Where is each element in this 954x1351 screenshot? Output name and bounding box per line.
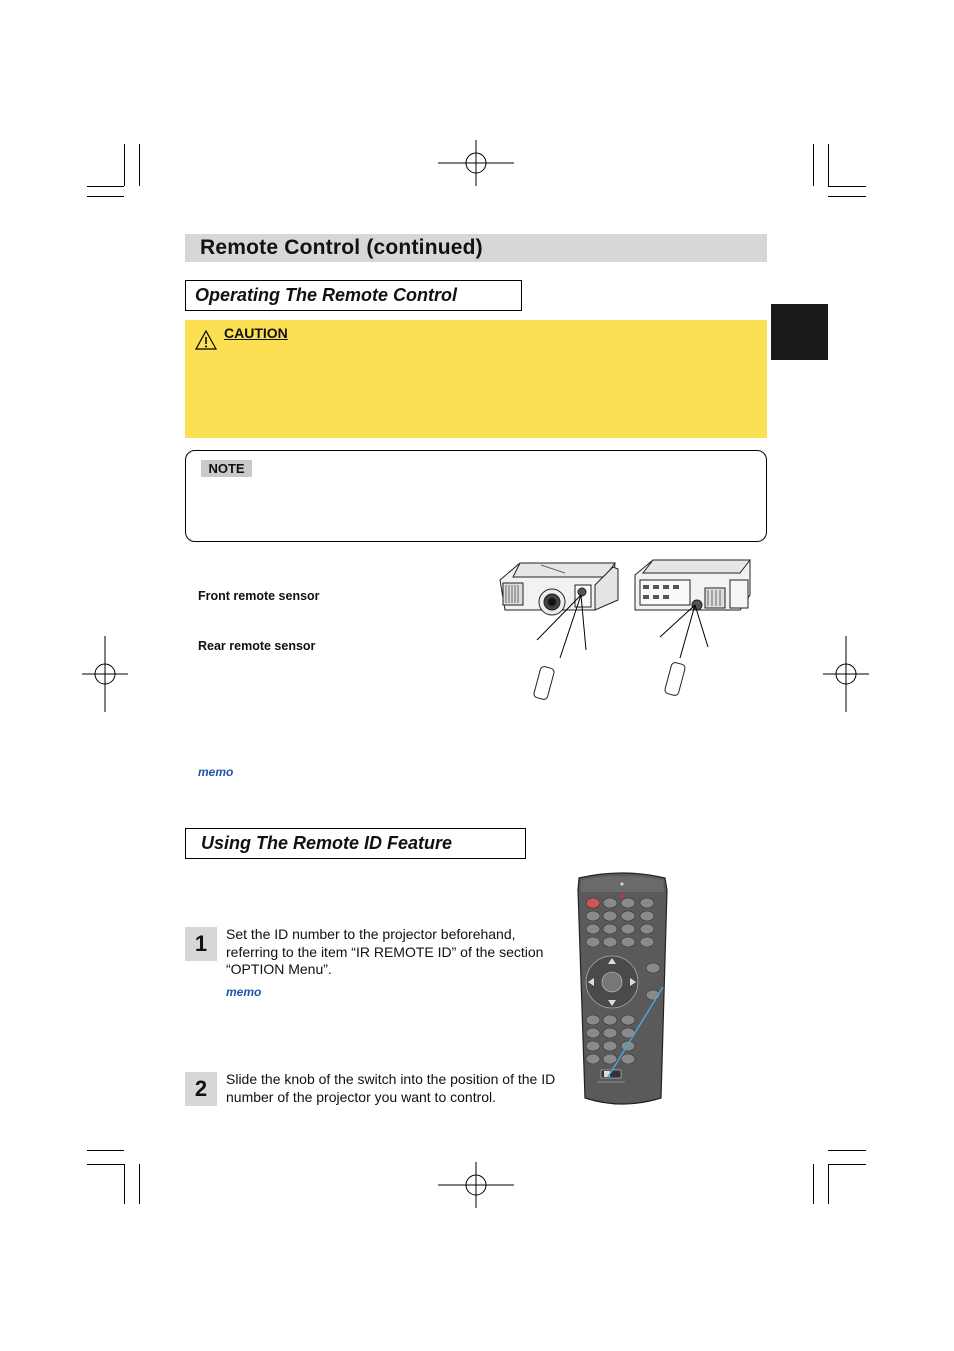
note-box: [185, 450, 767, 542]
step-text-2: Slide the knob of the switch into the position of the ID number of the projector you want to control.: [226, 1071, 556, 1105]
id-switch-pointer-line: [600, 985, 670, 1085]
note-label: NOTE: [201, 460, 252, 477]
front-sensor-label: Front remote sensor: [198, 589, 320, 603]
projector-front-image: [500, 563, 618, 615]
section-heading-remote-id: Using The Remote ID Feature: [185, 828, 526, 859]
projector-sensor-illustration: [495, 555, 760, 700]
step-text-1: Set the ID number to the projector beforehand, referring to the item “IR REMOTE ID” of the section “OPTION Menu”.: [226, 926, 544, 977]
step-1-memo-label: memo: [226, 985, 262, 999]
chapter-tab: [771, 304, 828, 360]
warning-triangle-icon: [195, 330, 217, 350]
remote-control-small-image: [533, 662, 686, 700]
step-number-1: 1: [185, 927, 217, 961]
caution-label: CAUTION: [224, 325, 288, 341]
page-title-bar: [185, 234, 767, 262]
step-number-2: 2: [185, 1072, 217, 1106]
section-heading-operating: Operating The Remote Control: [185, 280, 522, 311]
rear-sensor-label: Rear remote sensor: [198, 639, 316, 653]
page-title: Remote Control (continued): [200, 236, 483, 259]
projector-rear-image: [635, 560, 750, 610]
memo-label: memo: [198, 765, 234, 779]
